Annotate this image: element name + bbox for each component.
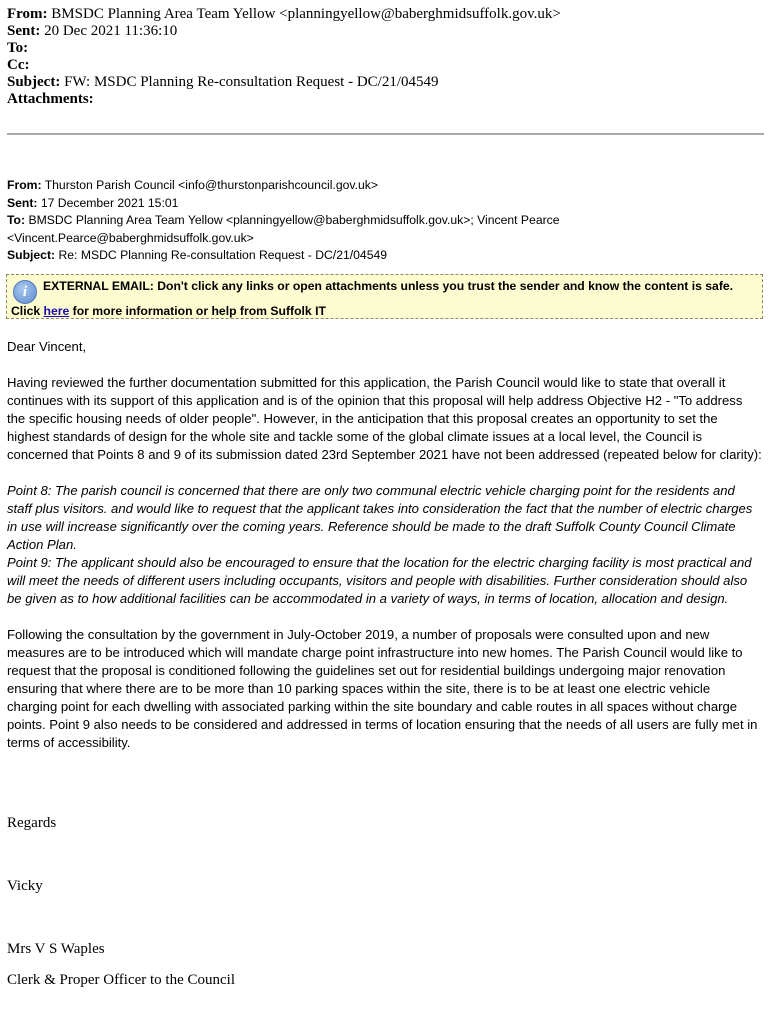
banner-text-after: for more information or help from Suffolk IT [69,304,326,318]
outer-from-value: BMSDC Planning Area Team Yellow <planningyellow@baberghmidsuffolk.gov.uk> [51,6,561,22]
inner-subject-value: Re: MSDC Planning Re-consultation Request - DC/21/04549 [58,248,388,262]
point-9-paragraph: Point 9: The applicant should also be encouraged to ensure that the location for the electric charging facility is most practical and will meet the needs of different users including occupants, visitors and people with disabilities. Further consideration should also be given as to how additional facilities can be accommodated in a variety of ways, in terms of location, allocation and design. [7,555,752,606]
inner-from-value: Thurston Parish Council <info@thurstonparishcouncil.gov.uk> [44,178,378,192]
greeting: Dear Vincent, [7,339,87,354]
outer-subject-value: FW: MSDC Planning Re-consultation Request - DC/21/04549 [64,74,439,90]
banner-help-link[interactable]: here [43,304,70,318]
outer-cc-row: Cc: [7,57,30,73]
inner-from-row: From: Thurston Parish Council <info@thurstonparishcouncil.gov.uk> [7,178,378,192]
body-paragraph-2: Following the consultation by the government in July-October 2019, a number of proposals were consulted upon and new measures are to be introduced which will mandate charge point infrastructure into new homes. The Parish Council would like to request that the proposal is conditioned following the guidelines set out for residential buildings undergoing major renovation ensuring that where there are to be more than 10 parking spaces within the site, there is to be at least one electric vehicle charging point for each dwelling with associated parking within the site boundary and cable routes in all spaces without charge points. Point 9 also needs to be considered and addressed in terms of location ensuring that the needs of all users are fully met in terms of accessibility. [7,627,758,750]
regards-text: Regards [7,815,57,831]
signature-full-name: Mrs V S Waples [7,941,105,957]
outer-attachments-row: Attachments: [7,91,94,107]
email-body [7,338,763,752]
body-paragraph-1: Having reviewed the further documentation submitted for this application, the Parish Council would like to state that overall it continues with its support of this application and is of the opinion that this proposal will help address Objective H2 - "To address the specific housing needs of older people". However, in the anticipation that this proposal creates an opportunity to set the highest standards of design for the whole site and tackle some of the global climate issues at a local level, the Council is concerned that Points 8 and 9 of its submission dated 23rd September 2021 have not been addressed (repeated below for clarity): [7,375,762,462]
outer-email-header [7,6,561,108]
outer-subject-row: Subject: FW: MSDC Planning Re-consultation Request - DC/21/04549 [7,74,439,90]
signature-name: Vicky [7,878,43,894]
inner-email-header [7,177,763,265]
inner-sent-row: Sent: 17 December 2021 15:01 [7,195,179,210]
inner-to-value-line1: BMSDC Planning Area Team Yellow <planningyellow@baberghmidsuffolk.gov.uk>; Vincent Pearce [28,213,560,227]
inner-to-row-continued [7,230,763,248]
point-8-paragraph: Point 8: The parish council is concerned that there are only two communal electric vehicle charging point for the residents and staff plus visitors. and would like to request that the applicant takes into consideration the fact that the number of electric charges in use will increase significantly over the coming years. Reference should be made to the draft Suffolk County Council Climate Action Plan. [7,483,753,552]
outer-from-row: From: BMSDC Planning Area Team Yellow <planningyellow@baberghmidsuffolk.gov.uk> [7,6,561,22]
info-icon: i [13,280,37,304]
header-divider [7,133,764,135]
outer-to-row: To: [7,40,29,56]
inner-to-value-line2: <Vincent.Pearce@baberghmidsuffolk.gov.uk> [7,230,254,245]
banner-text-before: EXTERNAL EMAIL: Don't click any links or open attachments unless you trust the sender and know the content is safe. Click [11,279,734,318]
external-email-banner [6,274,763,319]
outer-sent-value: 20 Dec 2021 11:36:10 [44,23,178,39]
outer-sent-row: Sent: 20 Dec 2021 11:36:10 [7,23,178,39]
inner-to-row: To: BMSDC Planning Area Team Yellow <planningyellow@baberghmidsuffolk.gov.uk>; Vincent Pearce [7,213,560,227]
inner-subject-row: Subject: Re: MSDC Planning Re-consultation Request - DC/21/04549 [7,248,388,262]
signature-title: Clerk & Proper Officer to the Council [7,972,236,988]
inner-sent-value: 17 December 2021 15:01 [40,195,179,210]
